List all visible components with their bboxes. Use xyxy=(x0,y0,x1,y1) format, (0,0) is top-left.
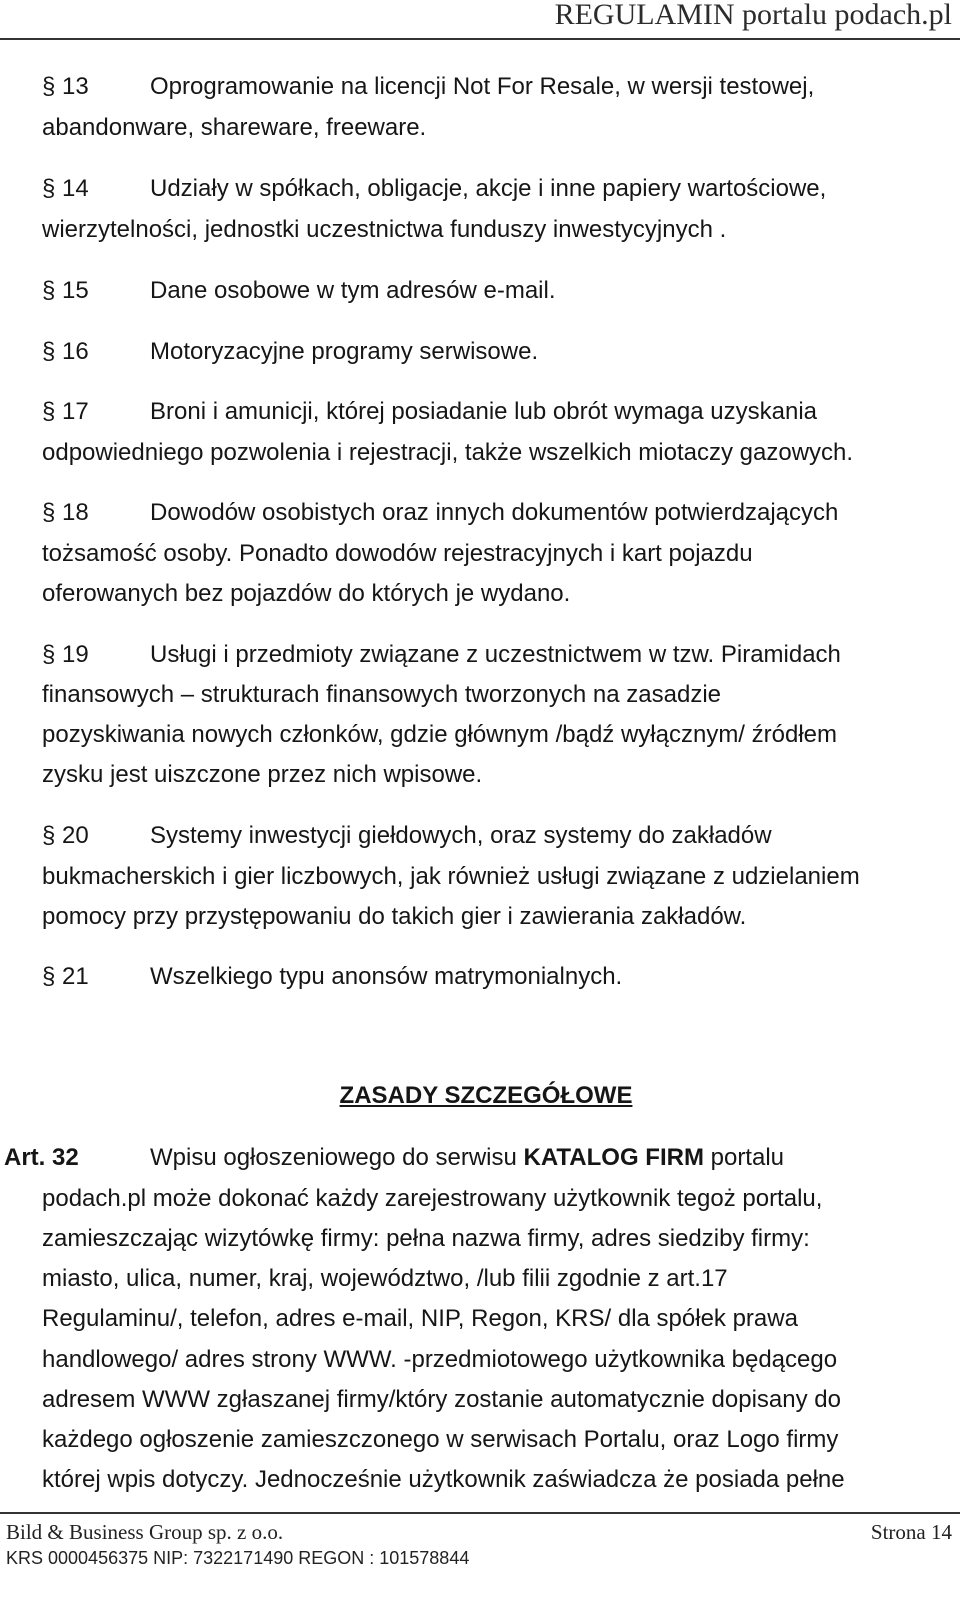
paragraph-text-line: wierzytelności, jednostki uczestnictwa funduszy inwestycyjnych . xyxy=(42,216,727,243)
page-number: Strona 14 xyxy=(870,1520,952,1544)
paragraph-number: 14 xyxy=(62,175,89,202)
company-name: Bild & Business Group sp. z o.o. xyxy=(6,1520,284,1544)
paragraph-text: Systemy inwestycji giełdowych, oraz systemy do zakładów xyxy=(150,822,772,849)
paragraph-number: 17 xyxy=(62,398,89,425)
paragraph-text: Wszelkiego typu anonsów matrymonialnych. xyxy=(150,963,623,990)
article-text-line: której wpis dotyczy. Jednocześnie użytkownik zaświadcza że posiada pełne xyxy=(42,1466,845,1493)
paragraph-number: 13 xyxy=(62,73,89,100)
paragraph-text-line: bukmacherskich i gier liczbowych, jak również usługi związane z udzielaniem xyxy=(42,863,860,890)
section-heading: ZASADY SZCZEGÓŁOWE xyxy=(339,1082,633,1109)
paragraph-number: 21 xyxy=(62,963,89,990)
paragraph-text-line: zysku jest uiszczone przez nich wpisowe. xyxy=(42,761,483,788)
section-sign-icon: § xyxy=(42,822,56,849)
article-text-line: zamieszczając wizytówkę firmy: pełna nazwa firmy, adres siedziby firmy: xyxy=(42,1225,810,1252)
section-sign-icon: § xyxy=(42,398,56,425)
document-title: REGULAMIN portalu podach.pl xyxy=(554,0,952,31)
section-sign-icon: § xyxy=(42,499,56,526)
article-label: Art. 32 xyxy=(4,1144,79,1171)
company-registration-ids: KRS 0000456375 NIP: 7322171490 REGON : 101578844 xyxy=(6,1548,470,1568)
section-sign-icon: § xyxy=(42,338,56,365)
article-text-line: Regulaminu/, telefon, adres e-mail, NIP, Regon, KRS/ dla spółek prawa xyxy=(42,1305,798,1332)
paragraph-text: Dane osobowe w tym adresów e-mail. xyxy=(150,277,556,304)
paragraph-number: 18 xyxy=(62,499,89,526)
article-intro-suffix: portalu xyxy=(703,1144,785,1171)
section-sign-icon: § xyxy=(42,277,56,304)
section-sign-icon: § xyxy=(42,175,56,202)
paragraph-text-line: oferowanych bez pojazdów do których je wydano. xyxy=(42,580,571,607)
article-text-line: adresem WWW zgłaszanej firmy/który zostanie automatycznie dopisany do xyxy=(42,1386,841,1413)
paragraph-number: 15 xyxy=(62,277,89,304)
paragraph-text: Broni i amunicji, której posiadanie lub obrót wymaga uzyskania xyxy=(150,398,818,425)
article-text-line: handlowego/ adres strony WWW. -przedmiotowego użytkownika będącego xyxy=(42,1346,838,1373)
article-text-line: każdego ogłoszenie zamieszczonego w serwisach Portalu, oraz Logo firmy xyxy=(42,1426,839,1453)
paragraph-text-line: pomocy przy przystępowaniu do takich gier i zawierania zakładów. xyxy=(42,903,747,930)
paragraph-number: 20 xyxy=(62,822,89,849)
paragraph-number: 16 xyxy=(62,338,89,365)
paragraph-number: 19 xyxy=(62,641,89,668)
paragraph-text: Dowodów osobistych oraz innych dokumentów potwierdzających xyxy=(150,499,839,526)
section-sign-icon: § xyxy=(42,963,56,990)
paragraph-text: Motoryzacyjne programy serwisowe. xyxy=(150,338,539,365)
page-header xyxy=(0,0,960,40)
paragraph-text-line: abandonware, shareware, freeware. xyxy=(42,114,427,141)
section-sign-icon: § xyxy=(42,641,56,668)
paragraph-text-line: odpowiedniego pozwolenia i rejestracji, także wszelkich miotaczy gazowych. xyxy=(42,439,854,466)
paragraph-text-line: finansowych – strukturach finansowych tworzonych na zasadzie xyxy=(42,681,722,708)
section-sign-icon: § xyxy=(42,73,56,100)
article-intro xyxy=(150,1143,784,1173)
paragraph-text-line: pozyskiwania nowych członków, gdzie głównym /bądź wyłącznym/ źródłem xyxy=(42,721,837,748)
article-text-line: podach.pl może dokonać każdy zarejestrowany użytkownik tegoż portalu, xyxy=(42,1185,823,1212)
article-intro-prefix: Wpisu ogłoszeniowego do serwisu xyxy=(150,1144,524,1171)
paragraph-text: Usługi i przedmioty związane z uczestnictwem w tzw. Piramidach xyxy=(150,641,841,668)
paragraph-text: Oprogramowanie na licencji Not For Resale, w wersji testowej, xyxy=(150,73,815,100)
article-text-line: miasto, ulica, numer, kraj, województwo, /lub filii zgodnie z art.17 xyxy=(42,1265,728,1292)
catalog-name: KATALOG FIRM xyxy=(523,1144,704,1171)
paragraph-text: Udziały w spółkach, obligacje, akcje i inne papiery wartościowe, xyxy=(150,175,827,202)
paragraph-text-line: tożsamość osoby. Ponadto dowodów rejestracyjnych i kart pojazdu xyxy=(42,540,753,567)
page-footer xyxy=(0,1512,960,1610)
